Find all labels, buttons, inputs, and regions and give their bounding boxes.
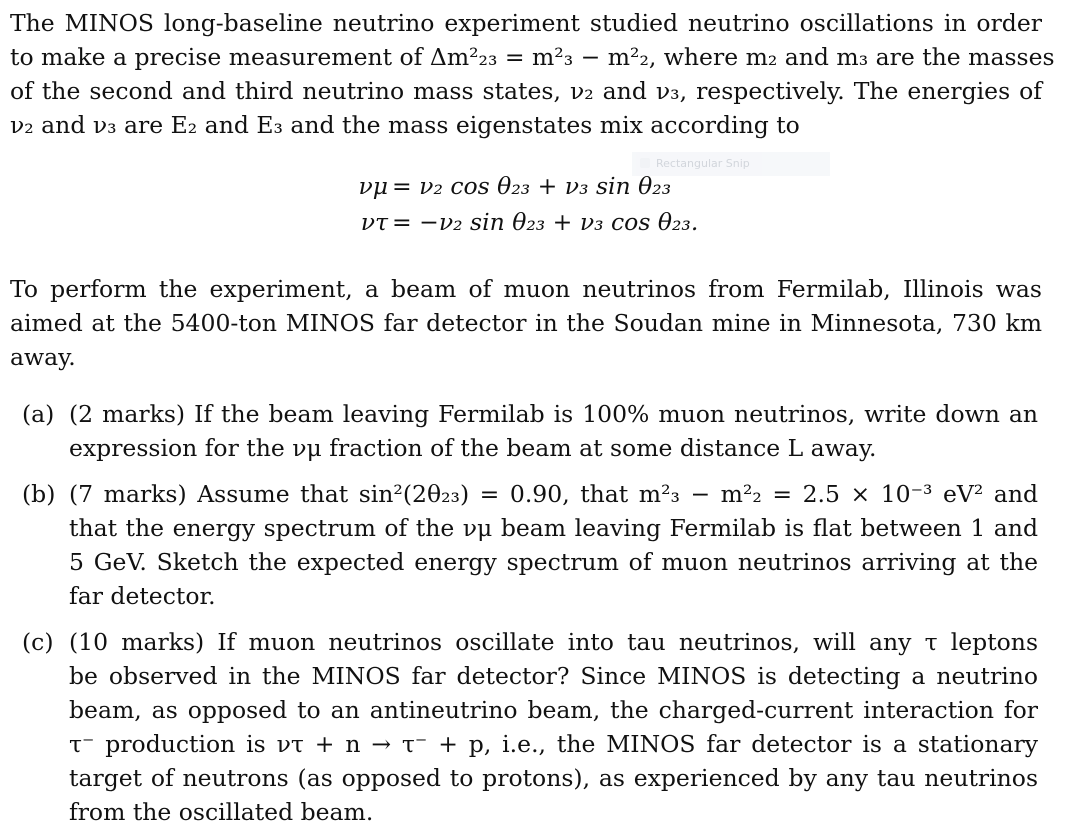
question-line: that the energy spectrum of the νμ beam leaving Fermilab is flat between 1 and (69, 514, 1038, 542)
question-label: (c) (22, 628, 54, 656)
rectangular-snip-overlay: Rectangular Snip (632, 152, 830, 176)
question-line: 5 GeV. Sketch the expected energy spectrum of muon neutrinos arriving at the (69, 548, 1038, 576)
intro-paragraph (10, 6, 1055, 142)
question-line: (7 marks) Assume that sin²(2θ₂₃) = 0.90, that m²₃ − m²₂ = 2.5 × 10⁻³ eV² and (69, 480, 1038, 508)
equation-row-mu (340, 168, 698, 204)
equation-rhs: = ν₂ cos θ₂₃ + ν₃ sin θ₂₃ (392, 172, 672, 200)
question-label: (b) (22, 480, 56, 508)
question-line: (10 marks) If muon neutrinos oscillate into tau neutrinos, will any τ leptons (69, 628, 1038, 656)
intro-line: to make a precise measurement of Δm²₂₃ = m²₃ − m²₂, where m₂ and m₃ are the masses (10, 43, 1055, 71)
question-body (69, 477, 1038, 613)
equation-rhs: = −ν₂ sin θ₂₃ + ν₃ cos θ₂₃. (392, 208, 699, 236)
question-line: far detector. (69, 582, 216, 610)
mixing-equations (340, 168, 698, 240)
intro-line: of the second and third neutrino mass states, ν₂ and ν₃, respectively. The energies of (10, 77, 1042, 105)
question-label: (a) (22, 400, 55, 428)
setup-paragraph (10, 272, 1042, 374)
question-body (69, 397, 1038, 465)
intro-line: The MINOS long-baseline neutrino experiment studied neutrino oscillations in order (10, 9, 1042, 37)
question-line: expression for the νμ fraction of the beam at some distance L away. (69, 434, 877, 462)
question-line: from the oscillated beam. (69, 798, 374, 826)
setup-line: To perform the experiment, a beam of muon neutrinos from Fermilab, Illinois was (10, 275, 1042, 303)
question-line: be observed in the MINOS far detector? Since MINOS is detecting a neutrino (69, 662, 1038, 690)
equation-lhs: νμ (358, 172, 388, 200)
question-line: target of neutrons (as opposed to protons), as experienced by any tau neutrinos (69, 764, 1038, 792)
equation-lhs: ντ (360, 208, 388, 236)
equation-row-tau (340, 204, 698, 240)
question-body (69, 625, 1038, 829)
setup-line: away. (10, 343, 76, 371)
setup-line: aimed at the 5400-ton MINOS far detector in the Soudan mine in Minnesota, 730 km (10, 309, 1042, 337)
question-line: (2 marks) If the beam leaving Fermilab is 100% muon neutrinos, write down an (69, 400, 1038, 428)
question-line: τ⁻ production is ντ + n → τ⁻ + p, i.e., the MINOS far detector is a stationary (69, 730, 1038, 758)
question-line: beam, as opposed to an antineutrino beam, the charged-current interaction for (69, 696, 1038, 724)
intro-line: ν₂ and ν₃ are E₂ and E₃ and the mass eigenstates mix according to (10, 111, 800, 139)
